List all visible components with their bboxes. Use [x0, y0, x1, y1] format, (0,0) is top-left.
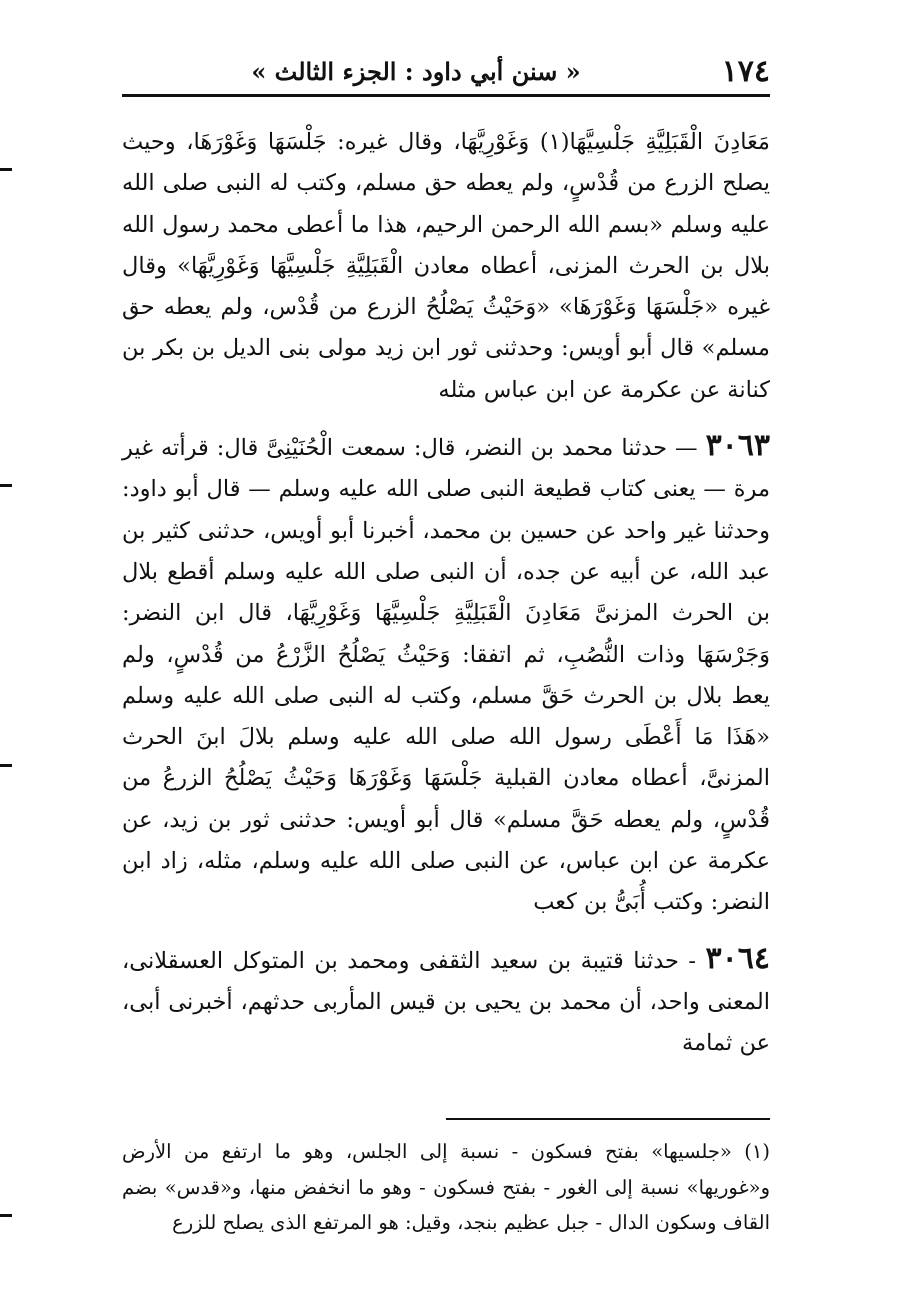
paragraph-text: مَعَادِنَ الْقَبَلِيَّةِ جَلْسِيَّهَا(١) وَغَوْرِيَّهَا، وقال غيره: جَلْسَهَا وَغَوْرَهَا، وحيث يصلح الزرع من قُدْسٍ، ولم يعطه حق مسلم، وكتب له النبى صلى الله عليه وسلم «بسم الله الرحمن الرحيم، هذا ما أعطى محمد رسول الله بلال بن الحرث المزنى، أعطاه معادن الْقَبَلِيَّةِ جَلْسِيَّهَا وَغَوْرِيَّهَا» وقال غيره «جَلْسَهَا وَغَوْرَهَا» «وَحَيْثُ يَصْلُحُ الزرع من قُدْس، ولم يعطه حق مسلم» قال أبو أويس: وحدثنى ثور ابن زيد مولى بنى الديل بن بكر بن كنانة عن عكرمة عن ابن عباس مثله — [122, 129, 770, 403]
margin-mark — [0, 1214, 12, 1217]
margin-mark — [0, 168, 12, 171]
header-rule — [122, 94, 770, 97]
paragraph-text: — حدثنا محمد بن النضر، قال: سمعت الْحُنَيْنِىَّ قال: قرأته غير مرة — يعنى كتاب قطيعة النبى صلى الله عليه وسلم — قال أبو داود: وحدثنا غير واحد عن حسين بن محمد، أخبرنا أبو أويس، حدثنى كثير بن عبد الله، عن أبيه عن جده، أن النبى صلى الله عليه وسلم أقطع بلال بن الحرث المزنىَّ مَعَادِنَ الْقَبَلِيَّةِ جَلْسِيَّهَا وَغَوْرِيَّهَا، قال ابن النضر: وَجَرْسَهَا وذات النُّصُبِ، ثم اتفقا: وَحَيْثُ يَصْلُحُ الزَّرْعُ من قُدْسٍ، ولم يعط بلال بن الحرث حَقَّ مسلم، وكتب له النبى صلى الله عليه وسلم «هَذَا مَا أَعْطَى رسول الله صلى الله عليه وسلم بلالَ ابنَ الحرث المزنىَّ، أعطاه معادن القبلية جَلْسَهَا وَغَوْرَهَا وَحَيْثُ يَصْلُحُ الزرعُ من قُدْسٍ، ولم يعطه حَقَّ مسلم» قال أبو أويس: حدثنى ثور بن زيد، عن عكرمة عن ابن عباس، عن النبى صلى الله عليه وسلم، مثله، زاد ابن النضر: وكتب أُبَىُّ بن كعب — [122, 435, 770, 916]
paragraph-continuation — [122, 122, 770, 411]
hadith-number: ٣٠٦٣ — [705, 428, 771, 464]
page-header — [122, 52, 770, 92]
margin-mark — [0, 484, 12, 487]
footnote-rule — [446, 1118, 770, 1120]
footnote: (١) «جلسيها» بفتح فسكون - نسبة إلى الجلس، وهو ما ارتفع من الأرض و«غوريها» نسبة إلى الغور - بفتح فسكون - وهو ما انخفض منها، و«قدس» بضم القاف وسكون الدال - جبل عظيم بنجد، وقيل: هو المرتفع الذى يصلح للزرع — [122, 1140, 770, 1234]
running-title: « سنن أبي داود : الجزء الثالث » — [251, 57, 581, 86]
margin-mark — [0, 764, 12, 767]
page-number: ١٧٤ — [721, 54, 770, 89]
main-text — [122, 122, 770, 1065]
hadith-3063 — [122, 425, 770, 924]
paragraph-text: - حدثنا قتيبة بن سعيد الثقفى ومحمد بن المتوكل العسقلانى، المعنى واحد، أن محمد بن يحيى بن قيس المأربى حدثهم، أخبرنى أبى، عن ثمامة — [122, 947, 770, 1057]
hadith-number: ٣٠٦٤ — [705, 940, 770, 976]
hadith-3064 — [122, 938, 770, 1065]
